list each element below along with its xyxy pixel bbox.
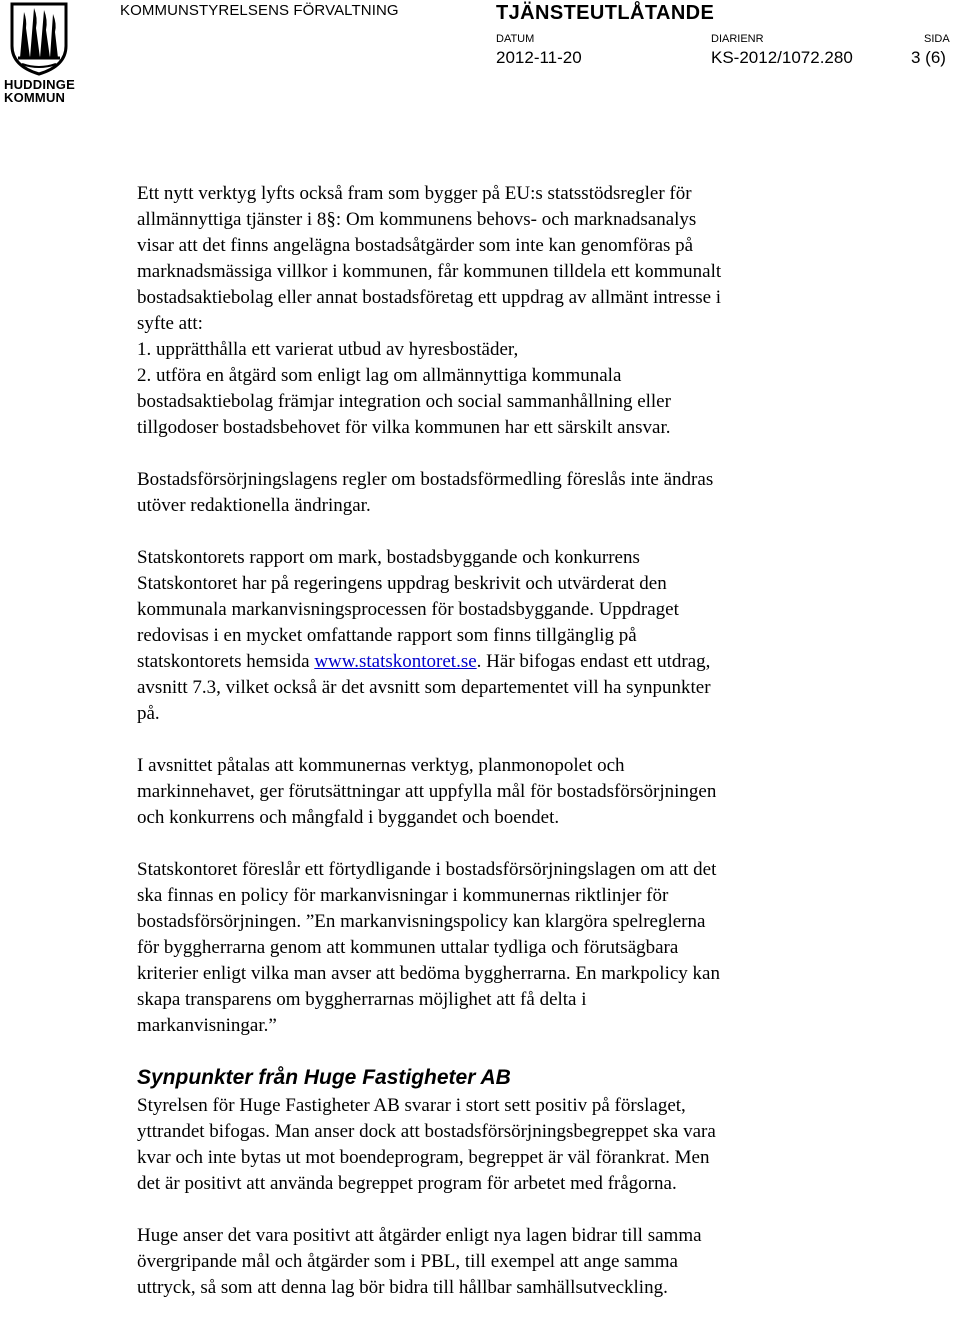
document-type: TJÄNSTEUTLÅTANDE — [496, 2, 715, 24]
text-line: allmännyttiga tjänster i 8§: Om kommunens behovs- och marknadsanalys — [137, 209, 697, 230]
text-line: redovisas i en mycket omfattande rapport som finns tillgänglig på — [137, 625, 637, 646]
text-line: I avsnittet påtalas att kommunernas verktyg, planmonopolet och — [137, 755, 625, 776]
text-line: utöver redaktionella ändringar. — [137, 495, 371, 516]
text-line: för byggherrarna genom att kommunen uttalar tydliga och förutsägbara — [137, 937, 679, 958]
diarie-value: KS-2012/1072.280 — [711, 48, 853, 67]
text-line: på. — [137, 703, 160, 724]
section-heading-huge: Synpunkter från Huge Fastigheter AB — [137, 1066, 511, 1089]
text-line: det är positivt att använda begreppet program för arbetet med frågorna. — [137, 1173, 677, 1194]
logo-text-line2: KOMMUN — [4, 90, 66, 105]
text-line: avsnitt 7.3, vilket också är det avsnitt som departementet vill ha synpunkter — [137, 677, 711, 698]
page-label: SIDA — [924, 33, 950, 45]
text-line: marknadsmässiga villkor i kommunen, får kommunen tilldela ett kommunalt — [137, 261, 722, 282]
text-line: övergripande mål och åtgärder som i PBL, till exempel att ange samma — [137, 1251, 678, 1272]
paragraph-statskontoret-proposal — [137, 857, 937, 1039]
text-line: Bostadsförsörjningslagens regler om bostadsförmedling föreslås inte ändras — [137, 469, 714, 490]
logo-text-line1: HUDDINGE — [4, 77, 75, 92]
diarie-label: DIARIENR — [711, 33, 764, 45]
text-line: Ett nytt verktyg lyfts också fram som bygger på EU:s statsstödsregler för — [137, 183, 692, 204]
text-line: bostadsaktiebolag eller annat bostadsföretag ett uppdrag av allmänt intresse i — [137, 287, 722, 308]
paragraph-statskontoret-report — [137, 545, 937, 727]
page-number: 3 (6) — [911, 48, 946, 67]
text-line: bostadsaktiebolag främjar integration och social sammanhållning eller — [137, 391, 671, 412]
text-line: skapa transparens om byggherrarnas möjlighet att få delta i — [137, 989, 587, 1010]
text-line: Statskontorets rapport om mark, bostadsbyggande och konkurrens — [137, 547, 640, 568]
text-line: Statskontoret föreslår ett förtydligande i bostadsförsörjningslagen om att det — [137, 859, 717, 880]
text-before-link: statskontorets hemsida — [137, 651, 315, 672]
text-line: uttryck, så som att denna lag bör bidra till hållbar samhällsutveckling. — [137, 1277, 668, 1298]
paragraph-eu-rules — [137, 181, 937, 441]
text-line: markinnehavet, ger förutsättningar att uppfylla mål för bostadsförsörjningen — [137, 781, 717, 802]
organization-name: KOMMUNSTYRELSENS FÖRVALTNING — [120, 2, 399, 19]
coat-of-arms-icon — [8, 0, 70, 76]
text-line: markanvisningar.” — [137, 1015, 277, 1036]
text-line: ska finnas en policy för markanvisningar i kommunernas riktlinjer för — [137, 885, 669, 906]
text-line: yttrandet bifogas. Man anser dock att bostadsförsörjningsbegreppet ska vara — [137, 1121, 716, 1142]
document-body — [137, 181, 937, 1301]
statskontoret-link[interactable]: www.statskontoret.se — [314, 651, 477, 672]
text-line: kommunala markanvisningsprocessen för bostadsbyggande. Uppdraget — [137, 599, 679, 620]
text-line: syfte att: — [137, 313, 203, 334]
text-after-link: . Här bifogas endast ett utdrag, — [476, 651, 711, 672]
text-line: Huge anser det vara positivt att åtgärder enligt nya lagen bidrar till samma — [137, 1225, 702, 1246]
paragraph-housing-mediation — [137, 467, 937, 519]
text-line: Styrelsen för Huge Fastigheter AB svarar i stort sett positiv på förslaget, — [137, 1095, 686, 1116]
text-line — [137, 649, 937, 675]
text-line: 2. utföra en åtgärd som enligt lag om allmännyttiga kommunala — [137, 365, 622, 386]
huddinge-logo — [0, 0, 80, 110]
text-line: 1. upprätthålla ett varierat utbud av hyresbostäder, — [137, 339, 519, 360]
text-line: Statskontoret har på regeringens uppdrag beskrivit och utvärderat den — [137, 573, 667, 594]
text-line: och konkurrens och mångfald i byggandet och boendet. — [137, 807, 560, 828]
paragraph-huge-response — [137, 1093, 937, 1197]
paragraph-huge-pbl — [137, 1223, 937, 1301]
paragraph-municipal-tools — [137, 753, 937, 831]
text-line: bostadsförsörjningen. ”En markanvisningspolicy kan klargöra spelreglerna — [137, 911, 706, 932]
text-line: tillgodoser bostadsbehovet för vilka kommunen har ett särskilt ansvar. — [137, 417, 671, 438]
text-line: visar att det finns angelägna bostadsåtgärder som inte kan genomföras på — [137, 235, 694, 256]
date-value: 2012-11-20 — [496, 48, 582, 67]
date-label: DATUM — [496, 33, 535, 45]
text-line: kvar och inte bytas ut mot boendeprogram, begreppet är väl förankrat. Men — [137, 1147, 710, 1168]
text-line: kriterier enligt vilka man avser att bedöma byggherrarna. En markpolicy kan — [137, 963, 720, 984]
